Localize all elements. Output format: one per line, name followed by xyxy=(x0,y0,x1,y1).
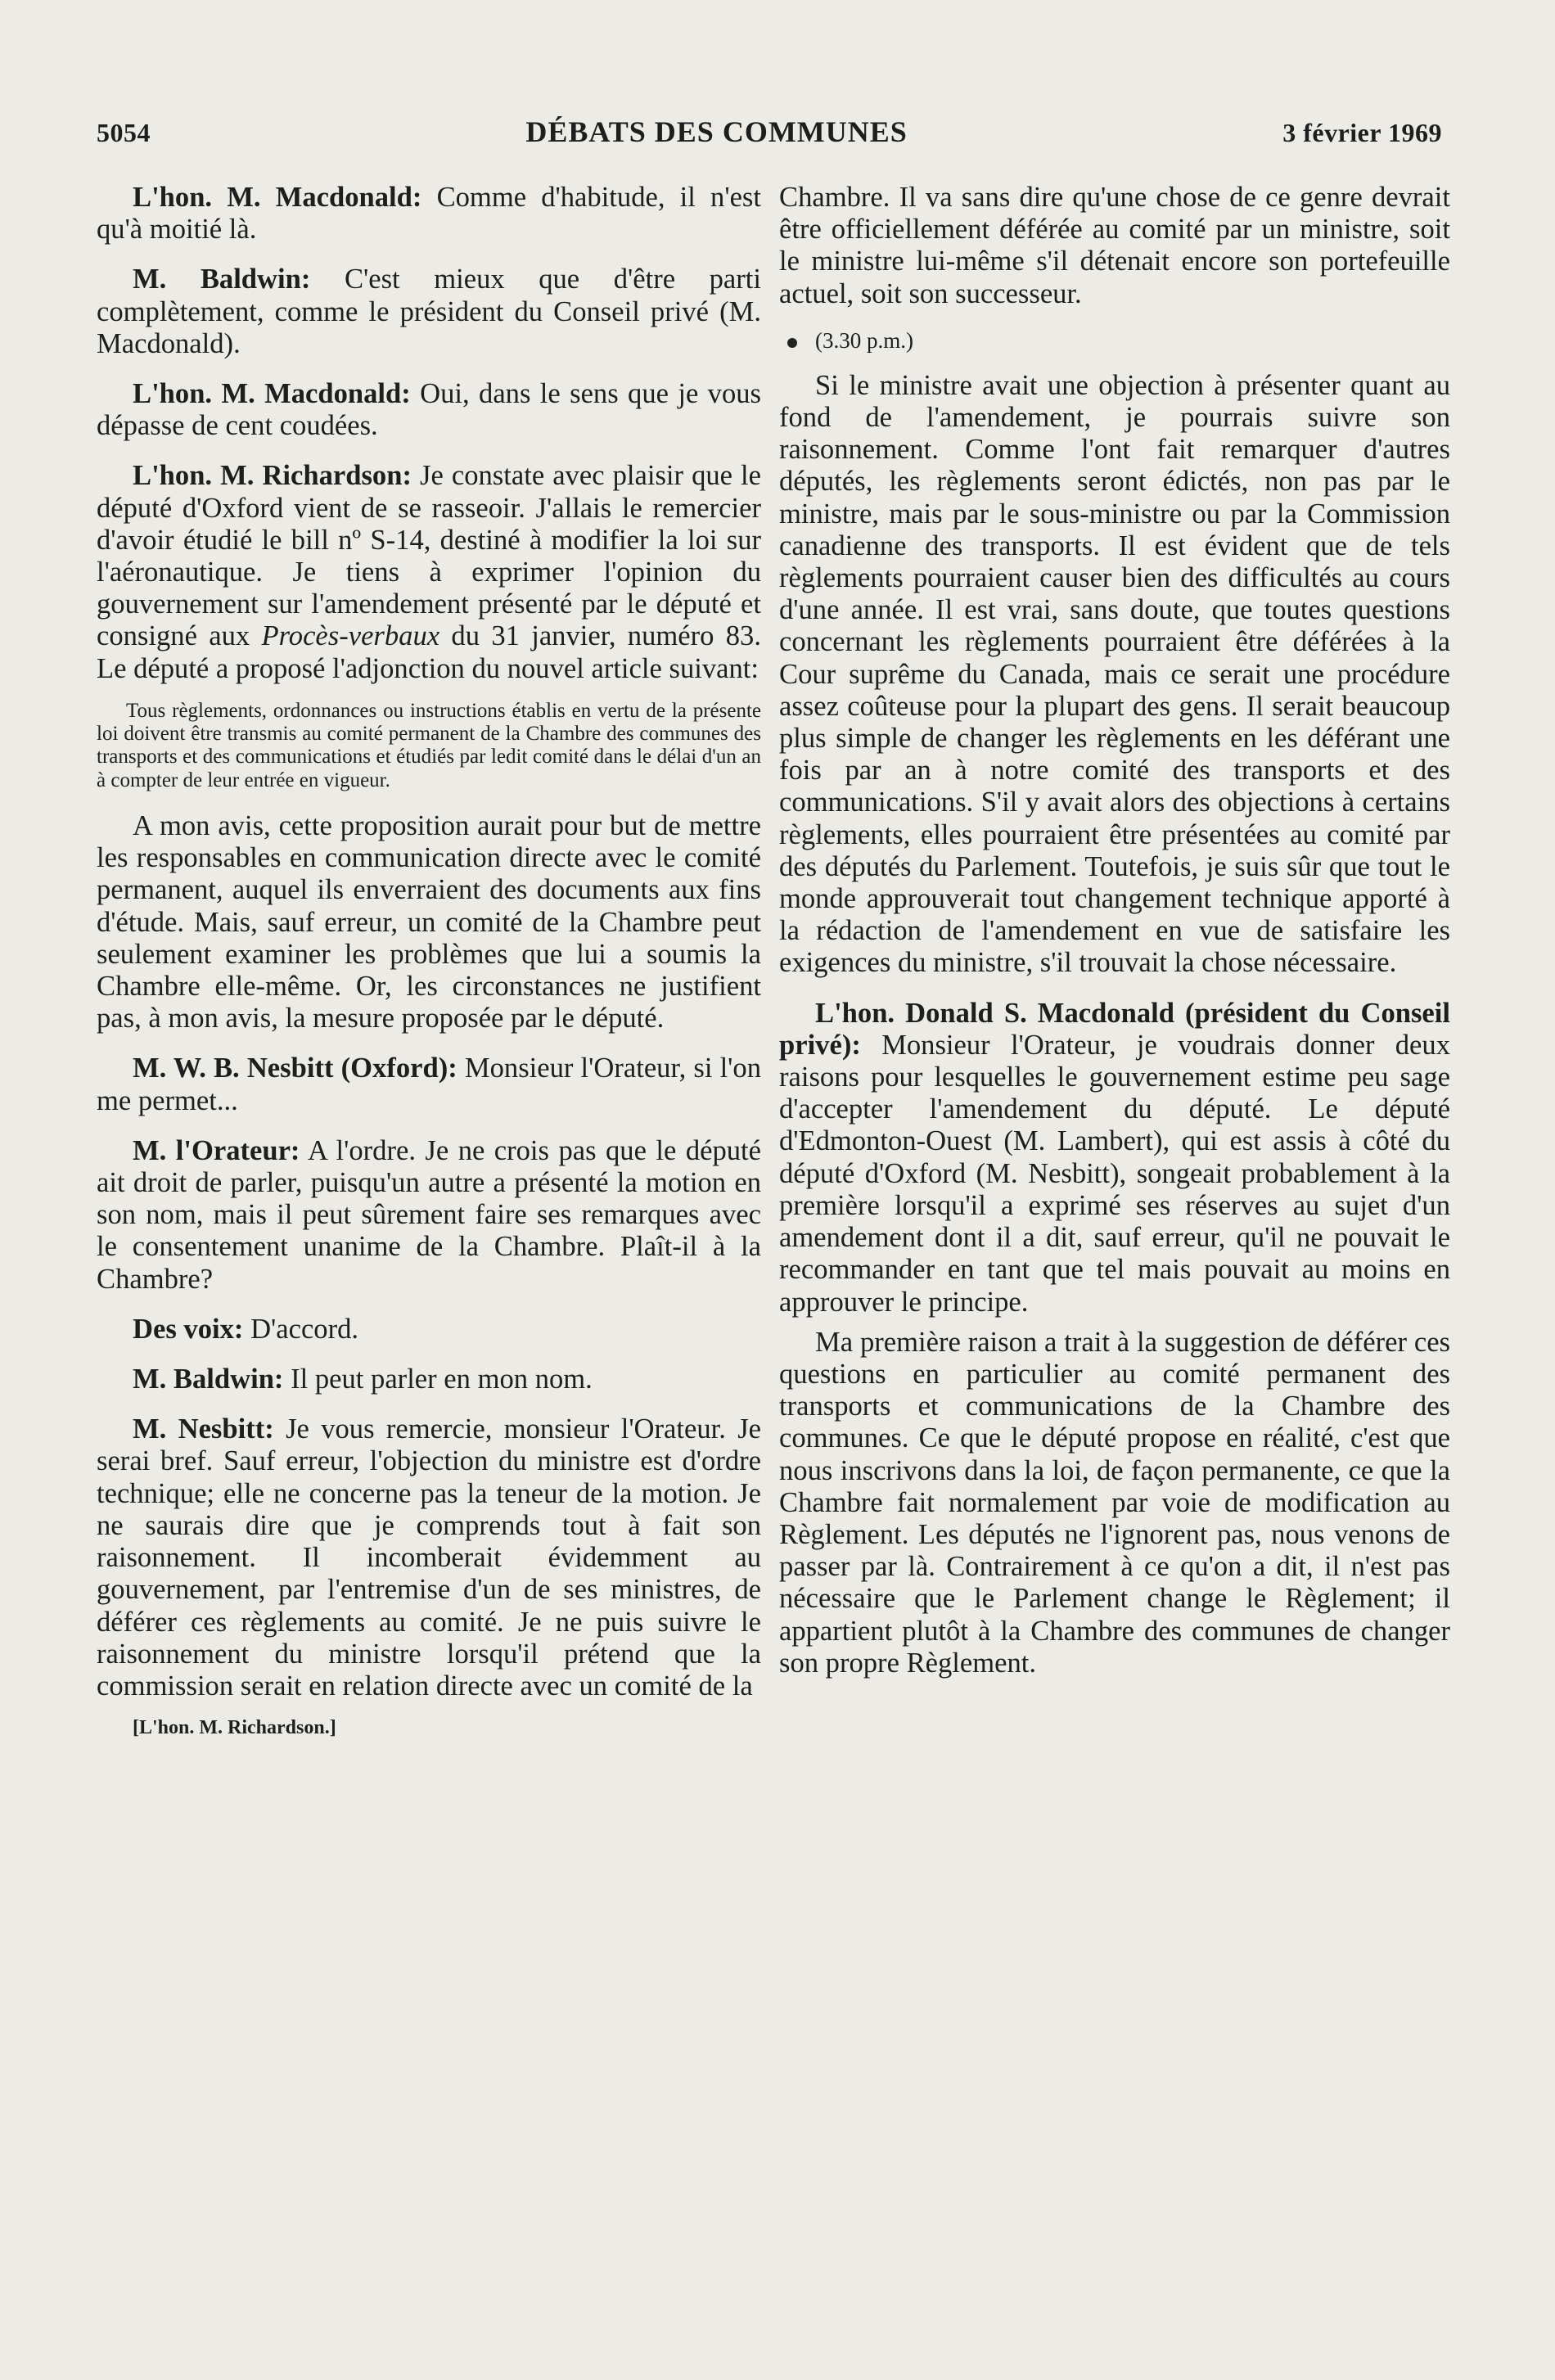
publication-title: DÉBATS DES COMMUNES xyxy=(525,115,908,148)
paragraph: Si le ministre avait une objection à présenter quant au fond de l'amendement, je pourrais suivre son raisonnement. Comme l'ont fait remarquer d'autres députés, les règlements seront édictés, non pas par le ministre, mais par le sous-ministre ou par la Commission canadienne des transports. Il est évident que de tels règlements pourraient causer bien des difficultés au cours d'une année. Il est vrai, sans doute, que toutes questions concernant les règlements pourraient être déférées à la Cour suprême du Canada, mais ce serait une procédure assez coûteuse pour la plupart des gens. Il serait beaucoup plus simple de changer les règlements en les déférant une fois par an à notre comité des transports et des communications. S'il y avait alors des objections à certains règlements, elles pourraient être présentées au comité par des députés du Parlement. Toutefois, je suis sûr que tout le monde approuverait tout changement technique apporté à la rédaction de l'amendement en vue de satisfaire les exigences du ministre, s'il trouvait la chose nécessaire. xyxy=(779,369,1450,979)
quoted-amendment: Tous règlements, ordonnances ou instructions établis en vertu de la présente loi doivent être transmis au comité permanent de la Chambre des communes des transports et des communications et étudiés par ledit comité dans le délai d'un an à compter de leur entrée en vigueur. xyxy=(97,699,761,791)
bullet-icon xyxy=(787,338,797,348)
paragraph xyxy=(97,1413,761,1702)
time-stamp-text: (3.30 p.m.) xyxy=(815,327,913,353)
page-number: 5054 xyxy=(97,118,151,147)
speech-text: Je vous remercie, monsieur l'Orateur. Je serai bref. Sauf erreur, l'objection du ministre est d'ordre technique; elle ne concerne pas la teneur de la motion. Je ne saurais dire que je comprends tout à fait son raisonnement. Il incomberait évidemment au gouvernement, par l'entremise d'un de ses ministres, de déférer ces règlements au comité. Je ne puis suivre le raisonnement du ministre lorsqu'il prétend que la commission serait en relation directe avec un comité de la xyxy=(97,1413,762,1702)
paragraph: Ma première raison a trait à la suggestion de déférer ces questions en particulier au comité permanent des transports et communications de la Chambre des communes. Ce que le député propose en réalité, c'est que nous inscrivons dans la loi, de façon permanente, ce que la Chambre fait normalement par voie de modification au Règlement. Les députés ne l'ignorent pas, nous venons de passer par là. Contrairement à ce qu'on a dit, il n'est pas nécessaire que le Parlement change le Règlement; il appartient plutôt à la Chambre des communes de changer son propre Règlement. xyxy=(779,1326,1450,1679)
speaker-name: Des voix: xyxy=(133,1313,244,1345)
speech-text: D'accord. xyxy=(243,1313,359,1345)
paragraph xyxy=(97,378,761,442)
speech-text: Comme d'habitude, il n'est qu'à moitié là. xyxy=(97,182,761,246)
speech-text: Il peut parler en mon nom. xyxy=(283,1364,593,1395)
speaker-name: M. W. B. Nesbitt (Oxford): xyxy=(133,1053,457,1084)
speaker-name: L'hon. M. Macdonald: xyxy=(133,378,411,410)
paragraph xyxy=(779,998,1450,1318)
speaker-name: L'hon. Donald S. Macdonald (président du Conseil privé): xyxy=(779,997,1450,1061)
page-header xyxy=(97,115,1442,156)
paragraph xyxy=(97,1314,761,1346)
italic-reference: Procès-verbaux xyxy=(261,620,440,652)
paragraph xyxy=(97,1364,761,1395)
paragraph xyxy=(97,1053,761,1116)
paragraph: Chambre. Il va sans dire qu'une chose de ce genre devrait être officiellement déférée au comité par un ministre, soit le ministre lui-même s'il détenait encore son portefeuille actuel, soit son successeur. xyxy=(779,182,1450,309)
speaker-name: L'hon. M. Macdonald: xyxy=(133,182,422,213)
speech-text: A l'ordre. Je ne crois pas que le député ait droit de parler, puisqu'un autre a présenté la motion en son nom, mais il peut sûrement faire ses remarques avec le consentement unanime de la Chambre. Plaît-il à la Chambre? xyxy=(97,1134,761,1295)
speech-text: Je constate avec plaisir que le député d'Oxford vient de se rasseoir. J'allais le remercier d'avoir étudié le bill nº S-14, destiné à modifier la loi sur l'aéronautique. Je tiens à exprimer l'opinion du gouvernement sur l'amendement présenté par le député et consigné aux xyxy=(97,460,761,652)
speaker-name: L'hon. M. Richardson: xyxy=(133,460,412,492)
paragraph: A mon avis, cette proposition aurait pour but de mettre les responsables en communication directe avec le comité permanent, auquel ils enverraient des documents aux fins d'étude. Mais, sauf erreur, un comité de la Chambre peut seulement examiner les problèmes que lui a soumis la Chambre elle-même. Or, les circonstances ne justifient pas, à mon avis, la mesure proposée par le député. xyxy=(97,810,761,1034)
paragraph xyxy=(97,264,761,360)
paragraph xyxy=(97,460,761,684)
speech-text: Oui, dans le sens que je vous dépasse de cent coudées. xyxy=(97,378,761,442)
speaker-name: M. l'Orateur: xyxy=(133,1134,300,1166)
speaker-name: M. Baldwin: xyxy=(133,1364,284,1395)
right-column xyxy=(779,182,1450,1679)
speech-text: Monsieur l'Orateur, je voudrais donner deux raisons pour lesquelles le gouvernement estime peu sage d'accepter l'amendement du député. Le député d'Edmonton-Ouest (M. Lambert), qui est assis à côté du député d'Oxford (M. Nesbitt), songeait probablement à la première lorsqu'il a exprimé ses réserves au sujet d'un amendement dont il a dit, sauf erreur, qu'il ne pouvait le recommander en tant que tel mais pouvait au moins en approuver le principe. xyxy=(779,1029,1450,1318)
speech-text: du 31 janvier, numéro 83. Le député a proposé l'adjonction du nouvel article suivant: xyxy=(97,620,761,684)
paragraph xyxy=(97,182,761,246)
speaker-name: M. Baldwin: xyxy=(133,264,311,295)
paragraph xyxy=(97,1135,761,1296)
page-date: 3 février 1969 xyxy=(1282,118,1442,147)
speech-text: C'est mieux que d'être parti complètement, comme le président du Conseil privé (M. Macdonald). xyxy=(97,264,761,359)
speaker-name: M. Nesbitt: xyxy=(133,1413,274,1445)
time-stamp xyxy=(787,328,1450,354)
left-column xyxy=(97,182,761,1739)
speech-text: Monsieur l'Orateur, si l'on me permet... xyxy=(97,1053,761,1116)
speaker-footer-note: [L'hon. M. Richardson.] xyxy=(133,1717,336,1739)
